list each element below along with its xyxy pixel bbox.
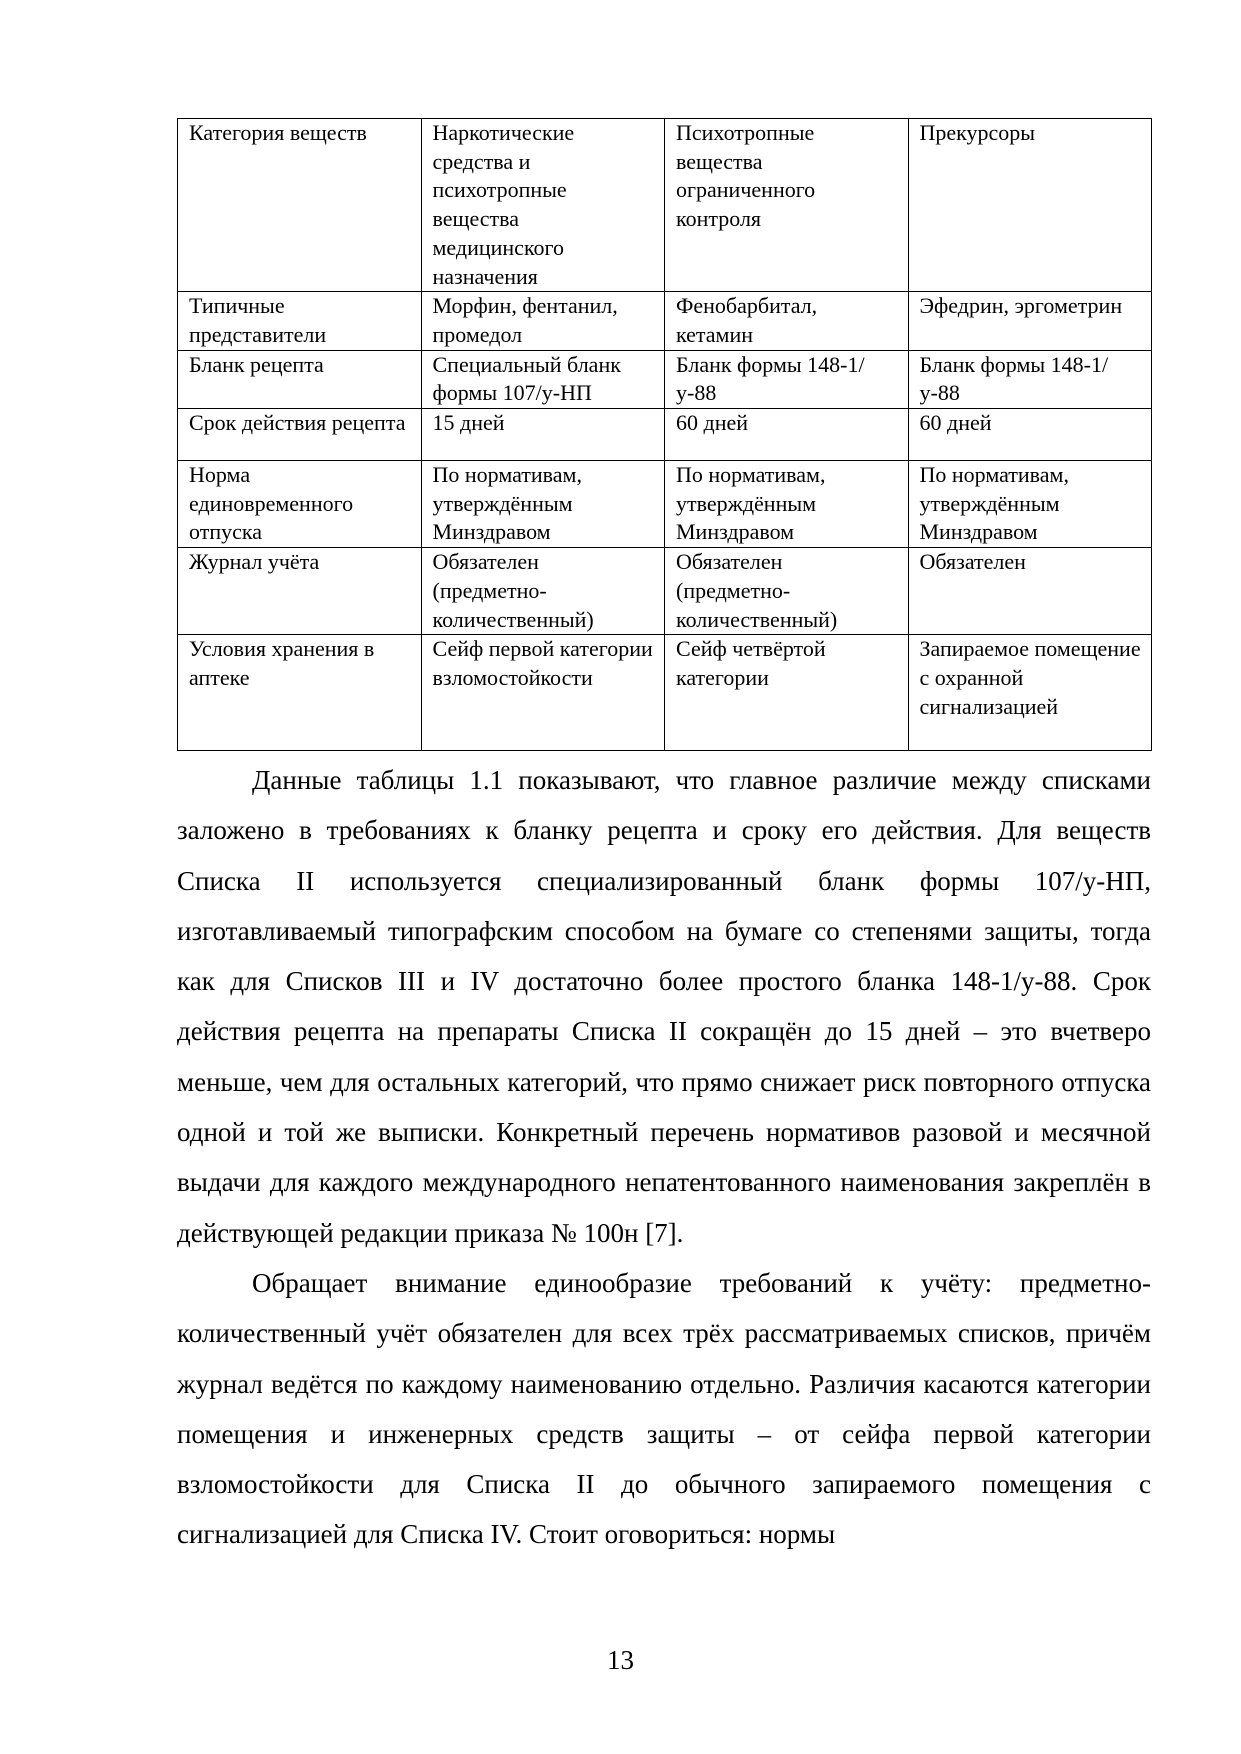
body-text xyxy=(177,755,1151,1560)
table-row xyxy=(178,409,1152,461)
table-cell: Сейф первой категории взломостойкости xyxy=(421,635,665,751)
table-cell: Морфин, фентанил, промедол xyxy=(421,292,665,350)
table-cell: Запираемое помещение с охранной сигнализацией xyxy=(908,635,1152,751)
table-cell: Типичные представители xyxy=(178,292,422,350)
table-cell: Обязателен (предметно-количественный) xyxy=(665,548,909,635)
table-cell: Условия хранения в аптеке xyxy=(178,635,422,751)
table-row xyxy=(178,119,1152,292)
table-cell: Обязателен (предметно-количественный) xyxy=(421,548,665,635)
page-number: 13 xyxy=(607,1645,634,1675)
table-cell: Наркотические средства и психотропные вещества медицинского назначения xyxy=(421,119,665,292)
paragraph: Обращает внимание единообразие требований к учёту: предметно-количественный учёт обязателен для всех трёх рассматриваемых списков, причём журнал ведётся по каждому наименованию отдельно. Различия касаются категории помещения и инженерных средств защиты – от сейфа первой категории взломостойкости для Списка II до обычного запираемого помещения с сигнализацией для Списка IV. Стоит оговориться: нормы xyxy=(177,1267,1151,1550)
table-cell: Норма единовременного отпуска xyxy=(178,461,422,548)
table-cell: Категория веществ xyxy=(178,119,422,292)
table-cell: Бланк рецепта xyxy=(178,350,422,408)
comparison-table xyxy=(177,118,1152,751)
table-cell: Бланк формы 148-1/у-88 xyxy=(665,350,909,408)
table-cell: Специальный бланк формы 107/у-НП xyxy=(421,350,665,408)
table-row xyxy=(178,635,1152,751)
table-cell: Срок действия рецепта xyxy=(178,409,422,461)
table-row xyxy=(178,350,1152,408)
table-cell: Фенобарбитал, кетамин xyxy=(665,292,909,350)
table-cell: Обязателен xyxy=(908,548,1152,635)
table-cell: Журнал учёта xyxy=(178,548,422,635)
table-row xyxy=(178,548,1152,635)
table-cell: 15 дней xyxy=(421,409,665,461)
table-cell: По нормативам, утверждённым Минздравом xyxy=(421,461,665,548)
table-cell: Бланк формы 148-1/у-88 xyxy=(908,350,1152,408)
table-cell: 60 дней xyxy=(908,409,1152,461)
table-cell: По нормативам, утверждённым Минздравом xyxy=(908,461,1152,548)
table-cell: Прекурсоры xyxy=(908,119,1152,292)
table-cell: 60 дней xyxy=(665,409,909,461)
table-cell: По нормативам, утверждённым Минздравом xyxy=(665,461,909,548)
table-cell: Психотропные вещества ограниченного контроля xyxy=(665,119,909,292)
table-row xyxy=(178,461,1152,548)
paragraph: Данные таблицы 1.1 показывают, что главное различие между списками заложено в требованиях к бланку рецепта и сроку его действия. Для веществ Списка II используется специализированный бланк формы 107/у-НП, изготавливаемый типографским способом на бумаге со степенями защиты, тогда как для Списков III и IV достаточно более простого бланка 148-1/у-88. Срок действия рецепта на препараты Списка II сокращён до 15 дней – это вчетверо меньше, чем для остальных категорий, что прямо снижает риск повторного отпуска одной и той же выписки. Конкретный перечень нормативов разовой и месячной выдачи для каждого международного непатентованного наименования закреплён в действующей редакции приказа № 100н [7]. xyxy=(177,765,1151,1248)
table-cell: Сейф четвёртой категории xyxy=(665,635,909,751)
table-cell: Эфедрин, эргометрин xyxy=(908,292,1152,350)
table-row xyxy=(178,292,1152,350)
